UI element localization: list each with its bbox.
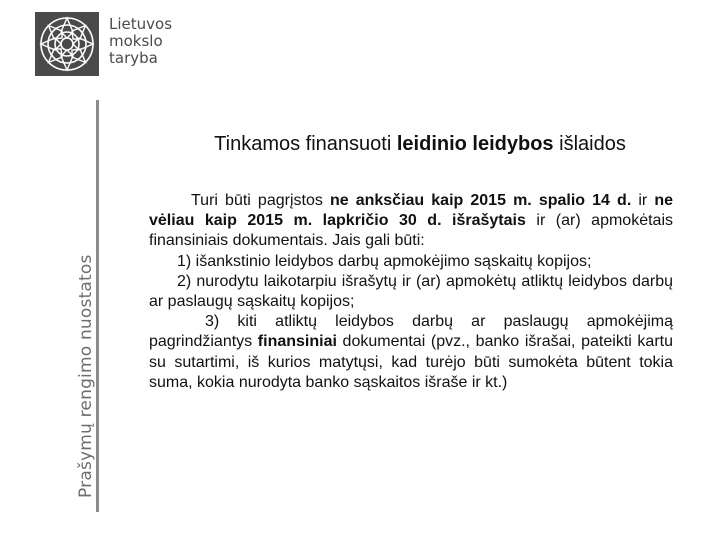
logo-line-1: Lietuvos [109,15,173,33]
intro-paragraph [149,191,673,252]
list-item-1: 1) išankstinio leidybos darbų apmokėjimo sąskaitų kopijos; [177,252,592,270]
logo-line-2: mokslo [109,32,163,50]
item3-bold: finansiniai [257,333,337,351]
intro-bold-2: ne vėliau kaip 2015 m. lapkričio 30 d. išrašytais [149,192,673,230]
intro-text-3: ir (ar) apmokėtais finansiniais dokumentais. Jais gali būti: [149,212,673,250]
title-part-2: išlaidos [553,133,626,155]
organization-logo [35,12,185,76]
item3-text-1: 3) kiti atliktų leidybos darbų ar paslaugų apmokėjimą pagrindžiantys [149,313,673,351]
section-side-label: Prašymų rengimo nuostatos [76,254,96,498]
intro-text-1: Turi būti pagrįstos [191,192,330,209]
council-rosette-logo-icon [35,12,99,76]
slide-body [149,191,673,393]
list-item-3 [149,312,673,393]
intro-text-2: ir [631,192,655,209]
logo-line-3: taryba [109,49,158,67]
intro-bold-1: ne anksčiau kaip 2015 m. spalio 14 d. [329,192,632,209]
list-item-2: 2) nurodytu laikotarpiu išrašytų ir (ar) apmokėtų atliktų leidybos darbų ar paslaugų sąskaitų kopijos; [149,272,673,311]
organization-name [109,16,172,67]
slide-title [140,130,700,158]
vertical-divider [96,100,99,512]
item3-text-2: dokumentai (pvz., banko išrašai, pateikti kartu su sutartimi, iš kurios matytųsi, kad turėjo būti sumokėta būtent tokia suma, kokia nurodyta banko sąskaitos išraše ir kt.) [149,333,673,391]
title-bold: leidinio leidybos [396,133,554,155]
title-part-1: Tinkamos finansuoti [214,133,397,155]
